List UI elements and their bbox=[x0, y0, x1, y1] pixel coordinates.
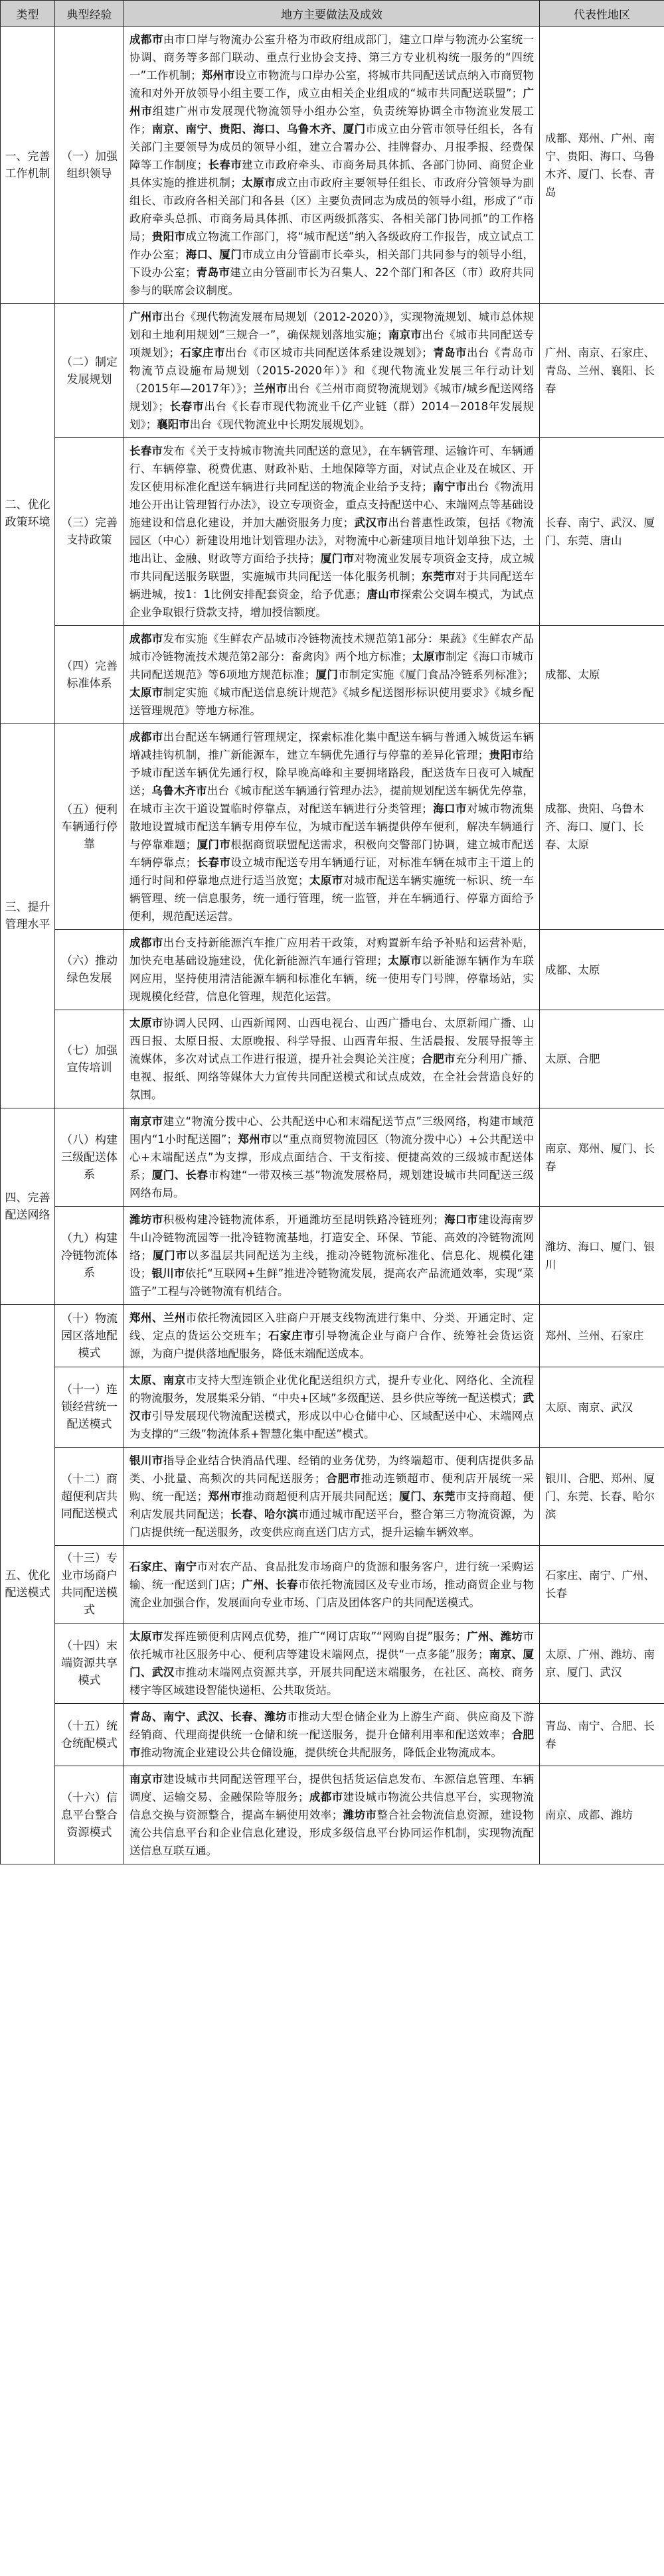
practice-text: 推动商超便利店开展共同配送； bbox=[242, 1490, 399, 1503]
practice-text: 出台《城市配送车辆通行管理办法》，提前规划配送车辆优先停靠，在城市主次干道设置临时停靠点，对配送车辆进行分类管理； bbox=[129, 785, 534, 815]
city-name: 银川市 bbox=[151, 1267, 185, 1280]
experience-label: （二）制定发展规划 bbox=[55, 304, 124, 438]
practice-description bbox=[124, 1546, 540, 1624]
representative-regions: 广州、南京、石家庄、青岛、兰州、襄阳、长春 bbox=[540, 304, 664, 438]
category-label: 一、完善工作机制 bbox=[1, 27, 55, 304]
city-name: 贵阳市 bbox=[151, 230, 186, 243]
city-name: 厦门、东莞 bbox=[398, 1490, 456, 1503]
practice-text: 出台《市区城市共同配送体系建设规划》； bbox=[225, 346, 433, 359]
practice-text: 以多温层共同配送为主线，推动冷链物流标准化、信息化、规模化建设； bbox=[129, 1249, 535, 1280]
city-name: 银川市 bbox=[129, 1454, 163, 1467]
practice-text: 制定实施《城市配送信息统计规范》《城乡配送图形标识使用要求》《城乡配送管理规范》等地方标准。 bbox=[129, 686, 534, 717]
practice-description bbox=[124, 930, 540, 1010]
practice-text: 建设城市共同配送管理平台，提供包括货运信息发布、车源信息管理、车辆调度、运输交易、金融保险等服务； bbox=[129, 1773, 535, 1803]
city-name: 广州、潍坊 bbox=[466, 1630, 523, 1643]
representative-regions: 石家庄、南宁、广州、长春 bbox=[540, 1546, 664, 1624]
practice-text: 出台《兰州市商贸物流规划》《城市/城乡配送网络规划》； bbox=[129, 382, 535, 413]
practice-text: 出台普惠性政策，包括《物流园区（中心）新建设用地计划管理办法》，对物流中心新建项目地计划单独下达，土地出让、金融、财政等方面给予扶持； bbox=[129, 516, 535, 565]
practice-description bbox=[124, 1624, 540, 1704]
representative-regions: 长春、南宁、武汉、厦门、东莞、唐山 bbox=[540, 438, 664, 626]
city-name: 襄阳市 bbox=[157, 418, 190, 431]
city-name: 石家庄、南宁 bbox=[129, 1560, 197, 1573]
city-name: 长春市 bbox=[208, 159, 242, 171]
practice-text: 引导物流企业与商户合作、统筹社会货运资源，为商户提供落地配服务，降低末端配送成本。 bbox=[129, 1329, 535, 1360]
table-row bbox=[1, 27, 664, 304]
experience-label: （六）推动绿色发展 bbox=[55, 930, 124, 1010]
practice-description bbox=[124, 1108, 540, 1207]
city-name: 太原市 bbox=[387, 954, 422, 967]
representative-regions: 成都、郑州、广州、南宁、贵阳、海口、乌鲁木齐、厦门、长春、青岛 bbox=[540, 27, 664, 304]
practice-text: 给予城市配送车辆优先通行权，除早晚高峰和主要拥堵路段，配送货车日夜可入城配送； bbox=[129, 749, 535, 797]
table-row bbox=[1, 1624, 664, 1704]
city-name: 合肥市 bbox=[325, 1472, 361, 1485]
city-name: 海口、厦门 bbox=[185, 248, 242, 261]
category-label: 四、完善配送网络 bbox=[1, 1108, 55, 1305]
city-name: 南京、南宁、贵阳、海口、乌鲁木齐、厦门 bbox=[151, 123, 366, 135]
city-name: 合肥市 bbox=[421, 1053, 456, 1065]
practice-text: 成立物流工作部门，将“城市配送”纳入各级政府工作报告，成立试点工作办公室； bbox=[129, 230, 535, 261]
practice-text: 探索公交调车模式，为试点企业争取银行贷款支持，增加授信额度。 bbox=[129, 588, 535, 619]
representative-regions: 成都、贵阳、乌鲁木齐、海口、厦门、长春、太原 bbox=[540, 724, 664, 930]
table-row bbox=[1, 1207, 664, 1305]
practice-text: 建立市政府牵头、市商务局具体抓、各部门协同、商贸企业具体实施的推进机制； bbox=[129, 159, 535, 189]
city-name: 厦门、长春 bbox=[151, 1169, 208, 1181]
practice-description bbox=[124, 438, 540, 626]
practice-text: 市构建“一带双核三基”物流发展格局，规划建设城市共同配送三级网络布局。 bbox=[129, 1169, 535, 1199]
city-name: 太原市 bbox=[309, 874, 343, 887]
city-name: 海口市 bbox=[444, 1213, 478, 1226]
experience-label: （七）加强宣传培训 bbox=[55, 1010, 124, 1108]
city-name: 厦门市 bbox=[197, 838, 231, 851]
city-name: 太原市 bbox=[129, 1017, 163, 1029]
practice-text: 依托“互联网+生鲜”推进冷链物流发展，提高农产品流通效率，实现“菜篮子”工程与冷链物流有机结合。 bbox=[129, 1267, 534, 1298]
city-name: 潍坊市 bbox=[343, 1809, 377, 1821]
practice-text: 以新能源车辆作为车联网应用，坚持使用清洁能源车辆和标准化车辆，统一使用专门号牌，停靠场站，实现规模化经营，信息化管理，规范化运营。 bbox=[129, 954, 535, 1003]
practice-description bbox=[124, 304, 540, 438]
header-practices: 地方主要做法及成效 bbox=[124, 1, 540, 27]
practice-text: 市通过城市配送平台，整合第三方物流资源，为门店提供统一配送服务，改变供应商直送门店方式，提升运输车辆效率。 bbox=[129, 1508, 535, 1539]
experience-label: （五）便利车辆通行停靠 bbox=[55, 724, 124, 930]
practice-text: 发布《关于支持城市物流共同配送的意见》，在车辆管理、运输许可、车辆通行、车辆停靠、税费优惠、财政补贴、土地保障等方面，对试点企业及在城区、开发区使用标准化配送车辆进行共同配送的物流企业给予支持； bbox=[129, 445, 534, 493]
practice-text: 由市口岸与物流办公室升格为市政府组成部门，建立口岸与物流办公室统一协调、商务等多部门联动、重点行业协会支持、第三方专业机构统一服务的“四统一”工作机制； bbox=[129, 33, 535, 82]
experience-label: （十三）专业市场商户共同配送模式 bbox=[55, 1546, 124, 1624]
practice-text: 出台《城市共同配送专项规划》； bbox=[129, 329, 535, 359]
practice-text: 建设海南罗牛山冷链物流园等一批冷链物流基地，打造安全、环保、节能、高效的冷链物流网络； bbox=[129, 1213, 535, 1262]
header-experience: 典型经验 bbox=[55, 1, 124, 27]
practice-text: 市成立由分管副市长牵头，相关部门共同参与的领导小组，下设办公室； bbox=[129, 248, 535, 279]
city-name: 合肥市 bbox=[129, 1728, 535, 1759]
practice-text: 对城市配送车辆实施统一标识、统一车辆管理、统一信息服务，统一通行管理，统一监管，并在车辆通行、停靠方面给予便利，规范配送运营。 bbox=[129, 874, 535, 923]
experience-label: （一）加强组织领导 bbox=[55, 27, 124, 304]
city-name: 青岛、南宁、武汉、长春、潍坊 bbox=[129, 1710, 287, 1723]
experience-label: （十六）信息平台整合资源模式 bbox=[55, 1766, 124, 1864]
city-name: 广州、长春 bbox=[241, 1578, 298, 1591]
practice-description bbox=[124, 27, 540, 304]
practice-text: 对物流业发展专项资金支持，成立城市共同配送服务联盟，实施城市共同配送一体化服务机制； bbox=[129, 552, 535, 583]
practice-description bbox=[124, 1704, 540, 1766]
practice-text: 出台《青岛市物流节点设施布局规划（2015-2020年）》和《现代物流业发展三年行动计划（2015年—2017年）》； bbox=[129, 346, 535, 395]
practice-text: 根据商贸联盟配送需求，积极向交警部门协调，建立城市配送车辆停靠点； bbox=[129, 838, 535, 869]
table-row bbox=[1, 930, 664, 1010]
category-label: 三、提升管理水平 bbox=[1, 724, 55, 1108]
representative-regions: 青岛、南宁、合肥、长春 bbox=[540, 1704, 664, 1766]
table-row bbox=[1, 1305, 664, 1367]
practice-text: 出台《现代物流发展布局规划（2012-2020）》，实现物流规划、城市总体规划和土地利用规划“三规合一”，确保规划落地实施； bbox=[129, 311, 535, 341]
city-name: 长春市 bbox=[129, 445, 163, 457]
practice-description bbox=[124, 1448, 540, 1546]
representative-regions: 银川、合肥、郑州、厦门、东莞、长春、哈尔滨 bbox=[540, 1448, 664, 1546]
representative-regions: 太原、合肥 bbox=[540, 1010, 664, 1108]
practice-text: 发挥连锁便利店网点优势，推广“网订店取”“网购自提”服务； bbox=[163, 1630, 467, 1643]
practice-text: 出台《物流用地公开出让管理暂行办法》，设立专项资金，重点支持配送中心、末端网点等基础设施建设和信息化建设，并加大融资服务力度； bbox=[129, 481, 535, 529]
practice-text: 市成立由分管市领导任组长，各有关部门主要领导为成员的领导小组，建立合署办公、挂牌督办、月报季报、经费保障等工作制度； bbox=[129, 123, 535, 171]
table-header bbox=[1, 1, 664, 27]
city-name: 武汉市 bbox=[354, 516, 388, 529]
city-name: 东莞市 bbox=[421, 570, 456, 583]
representative-regions: 成都、太原 bbox=[540, 626, 664, 724]
city-name: 太原、南京 bbox=[129, 1374, 186, 1387]
city-name: 南京市 bbox=[388, 329, 422, 341]
practice-text: 市支持大型连锁企业优化配送组织方式，提升专业化、网络化、全流程的物流服务，发展集采分销、“中央+区域”多级配送、县乡供应等统一配送模式； bbox=[129, 1374, 535, 1404]
practice-description bbox=[124, 1367, 540, 1448]
practice-text: 建立由分管副市长为召集人、22个部门和各区（市）政府共同参与的联席会议制度。 bbox=[129, 266, 534, 297]
experience-label: （十二）商超便利店共同配送模式 bbox=[55, 1448, 124, 1546]
experience-label: （十四）末端资源共享模式 bbox=[55, 1624, 124, 1704]
city-name: 青岛市 bbox=[196, 266, 230, 279]
practice-description bbox=[124, 1766, 540, 1864]
practice-text: 出台支持新能源汽车推广应用若干政策，对购置新车给予补贴和运营补贴，加快充电基础设施建设，优化新能源汽车通行管理； bbox=[129, 937, 535, 967]
practice-text: 充分利用广播、电视、报纸、网络等媒体大力宣传共同配送模式和试点成效，在全社会营造良好的氛围。 bbox=[129, 1053, 535, 1101]
representative-regions: 太原、南京、武汉 bbox=[540, 1367, 664, 1448]
city-name: 成都市 bbox=[129, 937, 163, 949]
city-name: 潍坊市 bbox=[129, 1213, 163, 1226]
practice-text: 发布实施《生鲜农产品城市冷链物流技术规范第1部分：果蔬》《生鲜农产品城市冷链物流技术规范第2部分：畜禽肉》两个地方标准； bbox=[129, 633, 534, 663]
practice-text: 市推动大型仓储企业为上游生产商、供应商及下游经销商、代理商提供统一仓储和统一配送服务，提升仓储利用率和配送效率； bbox=[129, 1710, 535, 1741]
representative-regions: 郑州、兰州、石家庄 bbox=[540, 1305, 664, 1367]
table-row bbox=[1, 1546, 664, 1624]
city-name: 贵阳市 bbox=[489, 749, 523, 761]
city-name: 成都市 bbox=[129, 33, 163, 46]
practice-text: 组建广州市发展现代物流领导小组办公室，负责统筹协调全市物流业发展工作； bbox=[129, 105, 535, 135]
table-row bbox=[1, 1766, 664, 1864]
practice-text: 积极构建冷链物流体系，开通潍坊至昆明铁路冷链班列； bbox=[163, 1213, 444, 1226]
experience-label: （八）构建三级配送体系 bbox=[55, 1108, 124, 1207]
practice-text: 出台《现代物流业中长期发展规划》。 bbox=[189, 418, 371, 431]
practice-text: 成立由市政府主要领导任组长、市政府分管领导为副组长、市政府各相关部门和各县（区）主要负责同志为成员的领导小组，形成了“市政府牵头总抓、市商务局具体抓、市区两级抓落实、各相关部门协同抓”的工作格局； bbox=[129, 177, 535, 243]
practice-text: 推动物流企业建设公共仓储设施，提供统仓共配服务，降低企业物流成本。 bbox=[140, 1746, 502, 1759]
city-name: 青岛市 bbox=[432, 346, 467, 359]
practice-text: 市依托物流园区及专业市场，推动商贸企业与物流企业加强合作，发展面向专业市场、门店及团体客户的共同配送模式。 bbox=[129, 1578, 535, 1609]
practice-text: 指导企业结合快消品代理、经销的业务优势，为终端超市、便利店提供多品类、小批量、高频次的共同配送服务； bbox=[129, 1454, 535, 1485]
table-row bbox=[1, 1010, 664, 1108]
table-body bbox=[1, 27, 664, 1864]
practice-text: 市对农产品、食品批发市场商户的货源和服务客户，进行统一采购运输、统一配送到门店； bbox=[129, 1560, 535, 1591]
table-row bbox=[1, 724, 664, 930]
practice-text: 对于共同配送车辆进城，按1：1比例安排配套资金，给予优惠； bbox=[129, 570, 535, 601]
city-name: 乌鲁木齐市 bbox=[151, 785, 207, 797]
practice-text: 整合社会物流信息资源，建设物流公共信息平台和企业信息化建设，形成多级信息平台协同运作机制，实现物流配送信息互联互通。 bbox=[129, 1809, 535, 1857]
city-name: 太原市 bbox=[412, 650, 446, 663]
city-name: 成都市 bbox=[129, 731, 163, 743]
header-regions: 代表性地区 bbox=[540, 1, 664, 27]
practice-text: 建立“物流分拨中心、公共配送中心和末端配送节点”三级网络，构建市域范围内“1小时配送圈”； bbox=[129, 1115, 534, 1146]
city-name: 太原市 bbox=[129, 686, 163, 699]
city-name: 厦门市 bbox=[320, 552, 355, 565]
practice-text: 推动连锁超市、便利店开展统一采购、统一配送； bbox=[129, 1472, 535, 1503]
experience-label: （三）完善支持政策 bbox=[55, 438, 124, 626]
practice-text: 市依托城市社区服务中心、便利店等建设末端网点，提供“一点多能”服务； bbox=[129, 1630, 535, 1661]
practice-text: 市制定实施《厦门食品冷链系列标准》； bbox=[338, 668, 535, 681]
city-name: 广州市 bbox=[129, 311, 163, 323]
header-type: 类型 bbox=[1, 1, 55, 27]
city-name: 太原市 bbox=[241, 177, 276, 189]
practice-text: 以“重点商贸物流园区（物流分拨中心）+公共配送中心+末端配送点”为支撑，形成点面结合、干支衔接、便捷高效的三级城市配送体系； bbox=[129, 1133, 535, 1181]
city-name: 石家庄市 bbox=[268, 1329, 315, 1342]
practice-text: 出台配送车辆通行管理规定，探索标准化集中配送车辆与普通入城货运车辆增减挂钩机制，推广新能源车，建立车辆优先通行与停靠的差异化管理； bbox=[129, 731, 535, 761]
city-name: 长春市 bbox=[197, 856, 231, 869]
practice-text: 市支持商超、便利店发展共同配送； bbox=[129, 1490, 535, 1521]
table-row bbox=[1, 1108, 664, 1207]
city-name: 郑州市 bbox=[208, 1490, 242, 1503]
table-row bbox=[1, 304, 664, 438]
table-row bbox=[1, 626, 664, 724]
table-row bbox=[1, 438, 664, 626]
practice-text: 出台《长春市现代物流业千亿产业链（群）2014－2018年发展规划》； bbox=[129, 400, 535, 431]
practice-text: 市推动末端网点资源共享，开展共同配送末端服务，在社区、高校、商务楼宇等区域建设智能快递柜、公共取货站。 bbox=[129, 1666, 535, 1697]
experience-label: （十）物流园区落地配模式 bbox=[55, 1305, 124, 1367]
representative-regions: 南京、郑州、厦门、长春 bbox=[540, 1108, 664, 1207]
practice-description bbox=[124, 626, 540, 724]
experience-label: （九）构建冷链物流体系 bbox=[55, 1207, 124, 1305]
city-name: 成都市 bbox=[309, 1791, 343, 1803]
city-name: 南京市 bbox=[129, 1115, 163, 1128]
city-name: 广州市 bbox=[129, 87, 534, 117]
representative-regions: 南京、成都、潍坊 bbox=[540, 1766, 664, 1864]
city-name: 郑州市 bbox=[237, 1133, 272, 1146]
city-name: 长春、哈尔滨 bbox=[230, 1508, 298, 1521]
practice-text: 引导发展现代物流配送模式，形成以中心仓储中心、区域配送中心、末端网点为支撑的“三级”物流体系+智慧化集中配送”模式。 bbox=[129, 1410, 535, 1440]
city-name: 郑州市 bbox=[201, 69, 235, 82]
category-label: 二、优化政策环境 bbox=[1, 304, 55, 724]
practice-text: 协调人民网、山西新闻网、山西电视台、山西广播电台、太原新闻广播、山西日报、太原日报、太原晚报、科学导报、山西青年报、生活晨报、发展导报等主流媒体，多次对试点工作进行报道，提升社会舆论关注度； bbox=[129, 1017, 535, 1065]
city-name: 南京、厦门、武汉 bbox=[129, 1648, 534, 1679]
practice-text: 制定《海口市城市共同配送规范》等6项地方规范标准； bbox=[129, 650, 534, 681]
city-name: 海口市 bbox=[432, 802, 467, 815]
table-row bbox=[1, 1367, 664, 1448]
practice-text: 市依托物流园区入驻商户开展支线物流进行集中、分类、开通定时、定线、定点的货运公交班车； bbox=[129, 1312, 535, 1342]
city-name: 石家庄市 bbox=[179, 346, 226, 359]
city-name: 长春市 bbox=[169, 400, 205, 413]
experience-label: （十五）统仓统配模式 bbox=[55, 1704, 124, 1766]
practice-description bbox=[124, 1207, 540, 1305]
practice-description bbox=[124, 1010, 540, 1108]
city-name: 南宁市 bbox=[432, 481, 467, 493]
practice-text: 对城市物流集散地设置城市配送车辆专用停车位，为城市配送车辆提供停车便利，解决车辆通行与停靠难题； bbox=[129, 802, 535, 851]
experience-label: （四）完善标准体系 bbox=[55, 626, 124, 724]
practice-description bbox=[124, 1305, 540, 1367]
representative-regions: 成都、太原 bbox=[540, 930, 664, 1010]
city-name: 南京市 bbox=[129, 1773, 163, 1785]
experience-label: （十一）连锁经营统一配送模式 bbox=[55, 1367, 124, 1448]
table-row bbox=[1, 1448, 664, 1546]
city-name: 厦门 bbox=[315, 668, 339, 681]
practice-text: 设立城市配送专用车辆通行证，对标准车辆在城市主干道上的通行时间和停靠地点进行适当放宽； bbox=[129, 856, 535, 887]
category-label: 五、优化配送模式 bbox=[1, 1305, 55, 1864]
practice-text: 设立市物流与口岸办公室，将城市共同配送试点纳入市商贸物流和对外开放领导小组主要工作，成立由相关企业组成的“城市共同配送联盟”； bbox=[129, 69, 534, 100]
practice-description bbox=[124, 724, 540, 930]
city-name: 成都市 bbox=[129, 633, 163, 645]
city-name: 唐山市 bbox=[367, 588, 400, 601]
city-name: 郑州、兰州 bbox=[129, 1312, 186, 1324]
practice-text: 建设城市物流公共信息平台，实现物流信息交换与资源整合，提高车辆使用效率； bbox=[129, 1791, 535, 1821]
city-name: 太原市 bbox=[129, 1630, 163, 1643]
city-name: 厦门市 bbox=[151, 1249, 188, 1262]
table-row bbox=[1, 1704, 664, 1766]
representative-regions: 太原、广州、潍坊、南京、厦门、武汉 bbox=[540, 1624, 664, 1704]
city-name: 兰州市 bbox=[253, 382, 288, 395]
representative-regions: 潍坊、海口、厦门、银川 bbox=[540, 1207, 664, 1305]
city-name: 武汉市 bbox=[129, 1392, 534, 1422]
